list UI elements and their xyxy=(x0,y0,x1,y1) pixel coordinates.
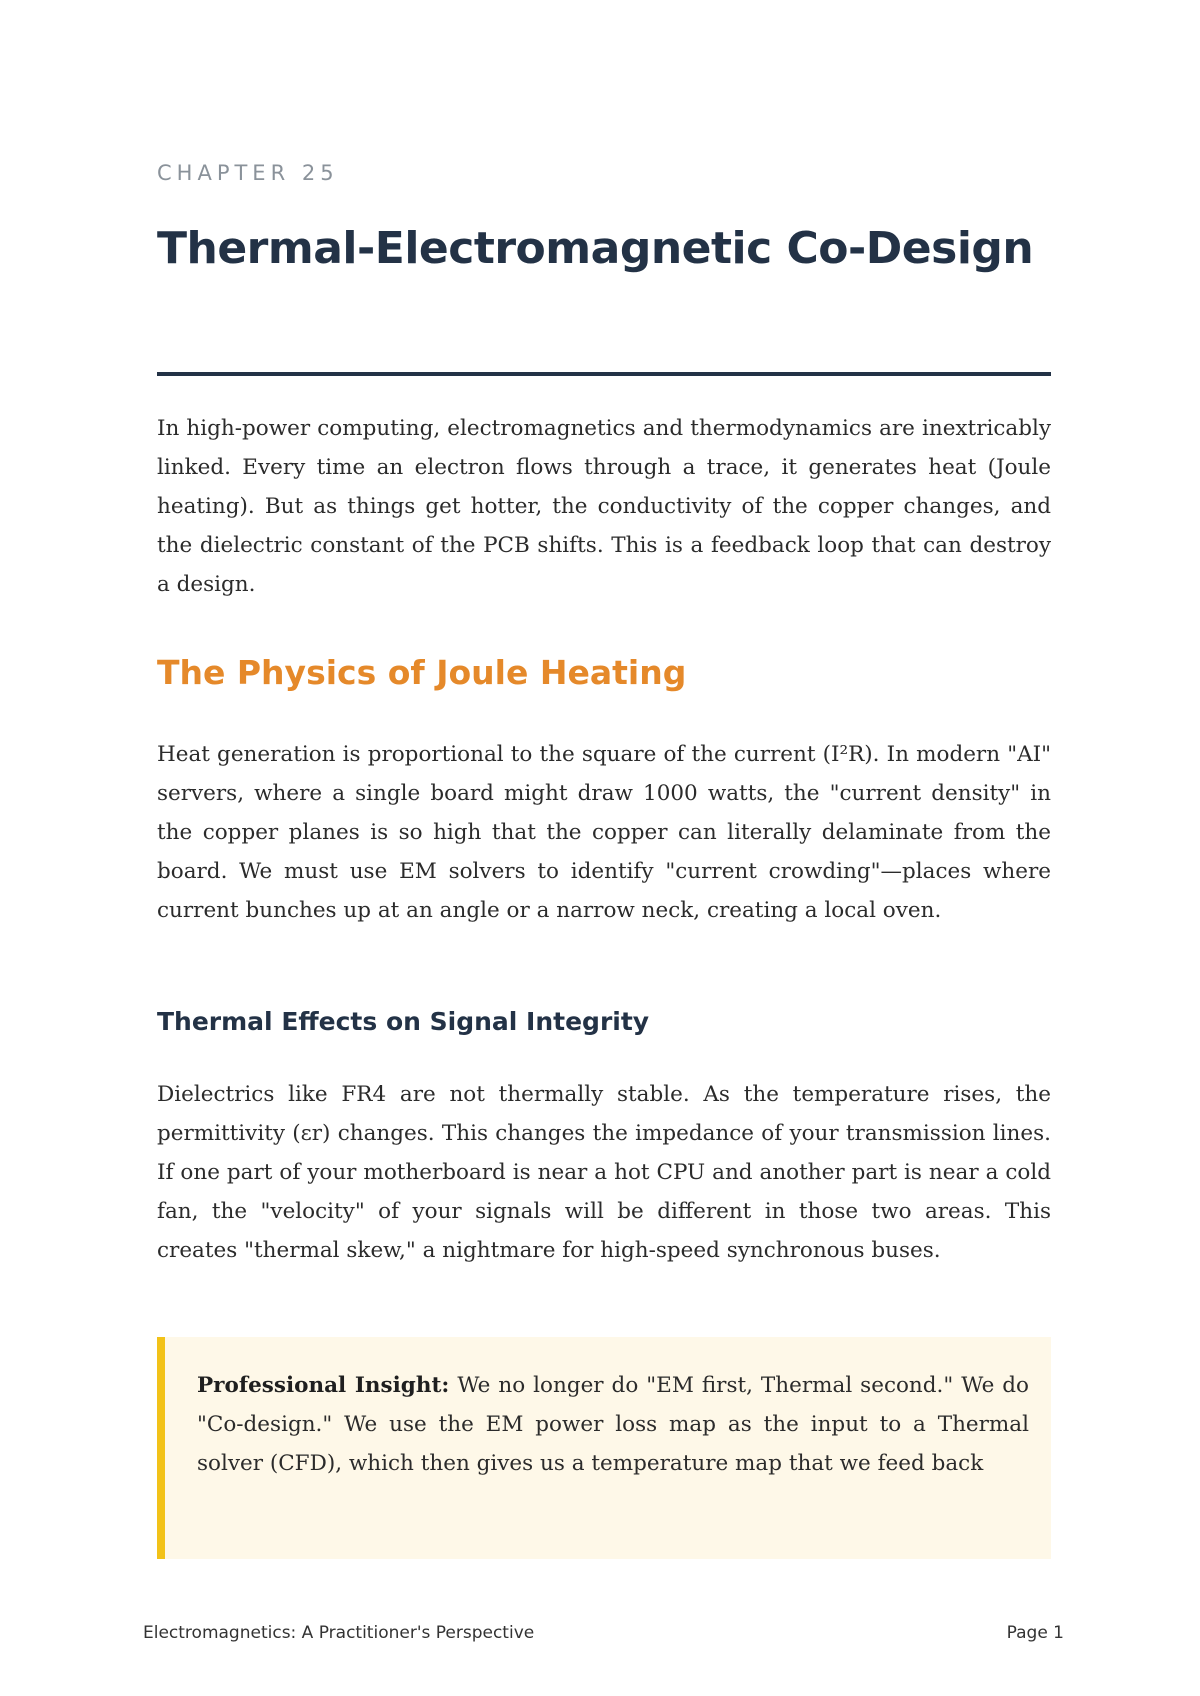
footer-page-number: Page 1 xyxy=(1006,1623,1064,1643)
joule-heating-paragraph: Heat generation is proportional to the square of the current (I²R). In modern "AI" servers, where a single board might draw 1000 watts, the "current density" in the copper planes is so high that the copper can literally delaminate from the board. We must use EM solvers to identify "current crowding"—places where current bunches up at an angle or a narrow neck, creating a local oven. xyxy=(157,742,1051,923)
title-divider xyxy=(157,372,1051,376)
insight-text xyxy=(197,1366,1029,1483)
thermal-si-paragraph: Dielectrics like FR4 are not thermally stable. As the temperature rises, the permittivity (εr) changes. This changes the impedance of your transmission lines. If one part of your motherboard is near a hot CPU and another part is near a cold fan, the "velocity" of your signals will be different in those two areas. This creates "thermal skew," a nightmare for high-speed synchronous buses. xyxy=(157,1082,1051,1263)
intro-paragraph: In high-power computing, electromagnetics and thermodynamics are inextricably linked. Every time an electron flows through a trace, it generates heat (Joule heating). But as things get hotter, the conductivity of the copper changes, and the dielectric constant of the PCB shifts. This is a feedback loop that can destroy a design. xyxy=(157,416,1051,597)
insight-label: Professional Insight: xyxy=(197,1373,450,1398)
chapter-label: CHAPTER 25 xyxy=(157,161,339,185)
section-heading-joule-heating: The Physics of Joule Heating xyxy=(157,653,687,692)
professional-insight-callout xyxy=(157,1337,1051,1559)
footer-book-title: Electromagnetics: A Practitioner's Perspective xyxy=(143,1623,535,1643)
chapter-title: Thermal-Electromagnetic Co-Design xyxy=(157,223,1034,274)
subsection-heading-thermal-si: Thermal Effects on Signal Integrity xyxy=(157,1007,650,1036)
insight-body: We no longer do "EM first, Thermal second." We do "Co-design." We use the EM power loss map as the input to a Thermal solver (CFD), which then gives us a temperature map that we feed back xyxy=(197,1373,1029,1476)
